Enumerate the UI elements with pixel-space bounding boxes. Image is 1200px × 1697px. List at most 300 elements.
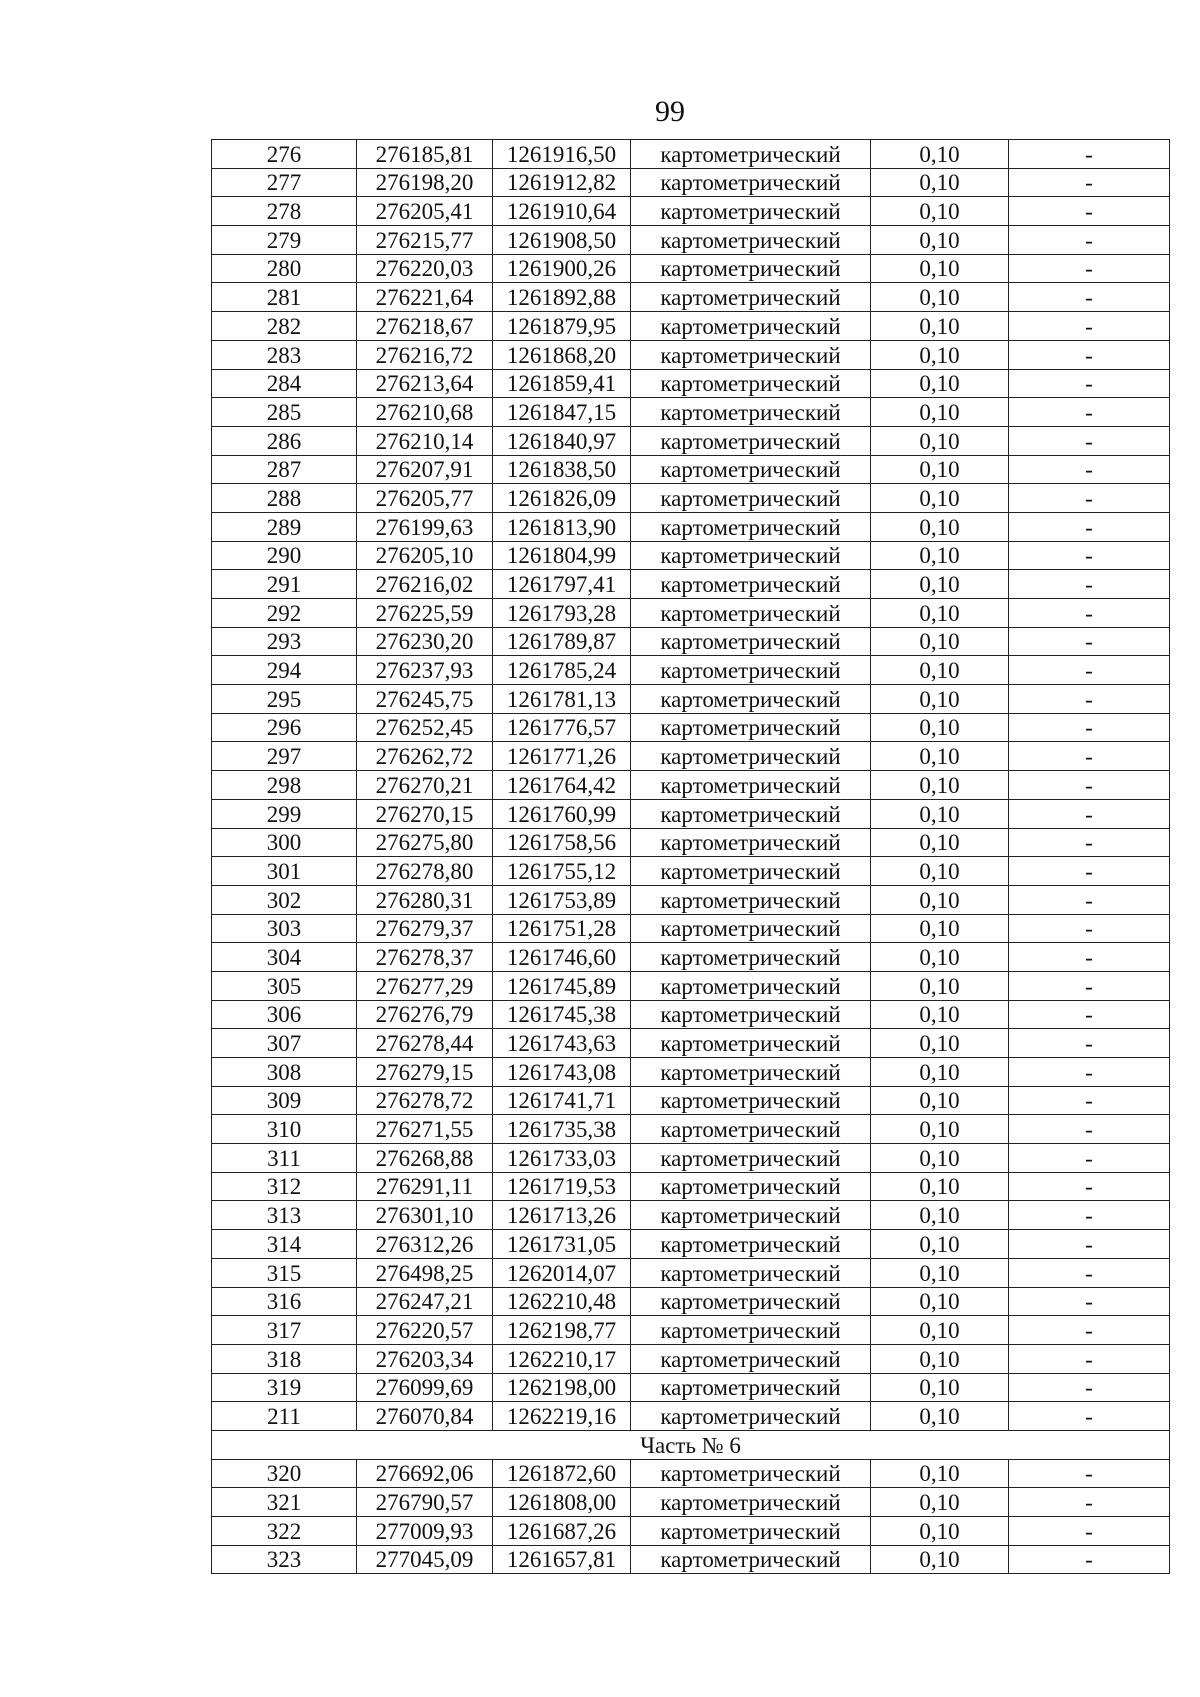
- method-cell: картометрический: [631, 1402, 871, 1431]
- table-row: [212, 197, 1170, 226]
- coordinates-table-body-part-5: [212, 140, 1170, 1431]
- method-cell: картометрический: [631, 914, 871, 943]
- note-cell: -: [1009, 914, 1170, 943]
- note-cell: -: [1009, 1488, 1170, 1517]
- note-cell: -: [1009, 799, 1170, 828]
- note-cell: -: [1009, 1459, 1170, 1488]
- accuracy-cell: 0,10: [871, 226, 1009, 255]
- x-coordinate-cell: 276198,20: [357, 168, 493, 197]
- x-coordinate-cell: 276790,57: [357, 1488, 493, 1517]
- y-coordinate-cell: 1261719,53: [493, 1172, 631, 1201]
- accuracy-cell: 0,10: [871, 283, 1009, 312]
- table-row: [212, 1144, 1170, 1173]
- note-cell: -: [1009, 1144, 1170, 1173]
- point-number-cell: 308: [212, 1058, 357, 1087]
- point-number-cell: 317: [212, 1316, 357, 1345]
- x-coordinate-cell: 276279,15: [357, 1058, 493, 1087]
- x-coordinate-cell: 276245,75: [357, 685, 493, 714]
- note-cell: -: [1009, 1115, 1170, 1144]
- point-number-cell: 315: [212, 1258, 357, 1287]
- note-cell: -: [1009, 340, 1170, 369]
- y-coordinate-cell: 1262198,00: [493, 1373, 631, 1402]
- table-row: [212, 828, 1170, 857]
- y-coordinate-cell: 1262219,16: [493, 1402, 631, 1431]
- x-coordinate-cell: 276279,37: [357, 914, 493, 943]
- table-row: [212, 369, 1170, 398]
- table-row: [212, 1230, 1170, 1259]
- x-coordinate-cell: 276185,81: [357, 140, 493, 169]
- accuracy-cell: 0,10: [871, 140, 1009, 169]
- note-cell: -: [1009, 570, 1170, 599]
- x-coordinate-cell: 276099,69: [357, 1373, 493, 1402]
- method-cell: картометрический: [631, 1258, 871, 1287]
- point-number-cell: 284: [212, 369, 357, 398]
- table-row: [212, 1545, 1170, 1574]
- y-coordinate-cell: 1261741,71: [493, 1086, 631, 1115]
- method-cell: картометрический: [631, 742, 871, 771]
- note-cell: -: [1009, 1258, 1170, 1287]
- y-coordinate-cell: 1262014,07: [493, 1258, 631, 1287]
- point-number-cell: 314: [212, 1230, 357, 1259]
- x-coordinate-cell: 277009,93: [357, 1517, 493, 1546]
- method-cell: картометрический: [631, 484, 871, 513]
- note-cell: -: [1009, 1172, 1170, 1201]
- point-number-cell: 287: [212, 455, 357, 484]
- y-coordinate-cell: 1261746,60: [493, 943, 631, 972]
- table-row: [212, 426, 1170, 455]
- method-cell: картометрический: [631, 1115, 871, 1144]
- method-cell: картометрический: [631, 799, 871, 828]
- method-cell: картометрический: [631, 570, 871, 599]
- point-number-cell: 278: [212, 197, 357, 226]
- note-cell: -: [1009, 1029, 1170, 1058]
- x-coordinate-cell: 276278,80: [357, 857, 493, 886]
- point-number-cell: 280: [212, 254, 357, 283]
- point-number-cell: 296: [212, 713, 357, 742]
- method-cell: картометрический: [631, 1230, 871, 1259]
- note-cell: -: [1009, 1373, 1170, 1402]
- accuracy-cell: 0,10: [871, 1316, 1009, 1345]
- accuracy-cell: 0,10: [871, 1258, 1009, 1287]
- table-row: [212, 971, 1170, 1000]
- point-number-cell: 286: [212, 426, 357, 455]
- method-cell: картометрический: [631, 197, 871, 226]
- y-coordinate-cell: 1261755,12: [493, 857, 631, 886]
- note-cell: -: [1009, 140, 1170, 169]
- y-coordinate-cell: 1261900,26: [493, 254, 631, 283]
- method-cell: картометрический: [631, 254, 871, 283]
- accuracy-cell: 0,10: [871, 1459, 1009, 1488]
- point-number-cell: 320: [212, 1459, 357, 1488]
- accuracy-cell: 0,10: [871, 1517, 1009, 1546]
- point-number-cell: 301: [212, 857, 357, 886]
- accuracy-cell: 0,10: [871, 857, 1009, 886]
- x-coordinate-cell: 276205,41: [357, 197, 493, 226]
- x-coordinate-cell: 276312,26: [357, 1230, 493, 1259]
- y-coordinate-cell: 1261758,56: [493, 828, 631, 857]
- table-row: [212, 340, 1170, 369]
- method-cell: картометрический: [631, 1488, 871, 1517]
- note-cell: -: [1009, 369, 1170, 398]
- table-row: [212, 398, 1170, 427]
- accuracy-cell: 0,10: [871, 1058, 1009, 1087]
- x-coordinate-cell: 276278,72: [357, 1086, 493, 1115]
- y-coordinate-cell: 1261910,64: [493, 197, 631, 226]
- point-number-cell: 295: [212, 685, 357, 714]
- x-coordinate-cell: 276271,55: [357, 1115, 493, 1144]
- point-number-cell: 311: [212, 1144, 357, 1173]
- point-number-cell: 318: [212, 1344, 357, 1373]
- table-row: [212, 771, 1170, 800]
- accuracy-cell: 0,10: [871, 1144, 1009, 1173]
- table-row: [212, 570, 1170, 599]
- method-cell: картометрический: [631, 1517, 871, 1546]
- accuracy-cell: 0,10: [871, 541, 1009, 570]
- y-coordinate-cell: 1261785,24: [493, 656, 631, 685]
- x-coordinate-cell: 277045,09: [357, 1545, 493, 1574]
- y-coordinate-cell: 1261912,82: [493, 168, 631, 197]
- x-coordinate-cell: 276252,45: [357, 713, 493, 742]
- y-coordinate-cell: 1261892,88: [493, 283, 631, 312]
- note-cell: -: [1009, 398, 1170, 427]
- x-coordinate-cell: 276262,72: [357, 742, 493, 771]
- y-coordinate-cell: 1261776,57: [493, 713, 631, 742]
- note-cell: -: [1009, 857, 1170, 886]
- y-coordinate-cell: 1261840,97: [493, 426, 631, 455]
- point-number-cell: 309: [212, 1086, 357, 1115]
- table-row: [212, 541, 1170, 570]
- point-number-cell: 300: [212, 828, 357, 857]
- accuracy-cell: 0,10: [871, 512, 1009, 541]
- y-coordinate-cell: 1261760,99: [493, 799, 631, 828]
- note-cell: -: [1009, 1086, 1170, 1115]
- y-coordinate-cell: 1262198,77: [493, 1316, 631, 1345]
- y-coordinate-cell: 1261743,08: [493, 1058, 631, 1087]
- table-row: [212, 455, 1170, 484]
- y-coordinate-cell: 1261879,95: [493, 312, 631, 341]
- y-coordinate-cell: 1261808,00: [493, 1488, 631, 1517]
- note-cell: -: [1009, 1230, 1170, 1259]
- table-row: [212, 1172, 1170, 1201]
- note-cell: -: [1009, 599, 1170, 628]
- x-coordinate-cell: 276275,80: [357, 828, 493, 857]
- accuracy-cell: 0,10: [871, 771, 1009, 800]
- y-coordinate-cell: 1261872,60: [493, 1459, 631, 1488]
- point-number-cell: 290: [212, 541, 357, 570]
- method-cell: картометрический: [631, 1058, 871, 1087]
- method-cell: картометрический: [631, 713, 871, 742]
- y-coordinate-cell: 1261847,15: [493, 398, 631, 427]
- table-row: [212, 742, 1170, 771]
- point-number-cell: 276: [212, 140, 357, 169]
- point-number-cell: 312: [212, 1172, 357, 1201]
- y-coordinate-cell: 1261657,81: [493, 1545, 631, 1574]
- table-row: [212, 168, 1170, 197]
- y-coordinate-cell: 1261916,50: [493, 140, 631, 169]
- y-coordinate-cell: 1261751,28: [493, 914, 631, 943]
- x-coordinate-cell: 276207,91: [357, 455, 493, 484]
- y-coordinate-cell: 1262210,17: [493, 1344, 631, 1373]
- method-cell: картометрический: [631, 369, 871, 398]
- coordinates-table: [211, 139, 1170, 1574]
- point-number-cell: 292: [212, 599, 357, 628]
- method-cell: картометрический: [631, 1029, 871, 1058]
- accuracy-cell: 0,10: [871, 1230, 1009, 1259]
- method-cell: картометрический: [631, 685, 871, 714]
- note-cell: -: [1009, 197, 1170, 226]
- table-row: [212, 1517, 1170, 1546]
- y-coordinate-cell: 1261735,38: [493, 1115, 631, 1144]
- point-number-cell: 294: [212, 656, 357, 685]
- note-cell: -: [1009, 254, 1170, 283]
- y-coordinate-cell: 1261859,41: [493, 369, 631, 398]
- note-cell: -: [1009, 885, 1170, 914]
- method-cell: картометрический: [631, 627, 871, 656]
- point-number-cell: 279: [212, 226, 357, 255]
- x-coordinate-cell: 276203,34: [357, 1344, 493, 1373]
- note-cell: -: [1009, 541, 1170, 570]
- y-coordinate-cell: 1261826,09: [493, 484, 631, 513]
- point-number-cell: 307: [212, 1029, 357, 1058]
- method-cell: картометрический: [631, 226, 871, 255]
- method-cell: картометрический: [631, 168, 871, 197]
- accuracy-cell: 0,10: [871, 369, 1009, 398]
- x-coordinate-cell: 276276,79: [357, 1000, 493, 1029]
- note-cell: -: [1009, 426, 1170, 455]
- x-coordinate-cell: 276218,67: [357, 312, 493, 341]
- table-row: [212, 885, 1170, 914]
- accuracy-cell: 0,10: [871, 484, 1009, 513]
- note-cell: -: [1009, 943, 1170, 972]
- note-cell: -: [1009, 512, 1170, 541]
- y-coordinate-cell: 1261771,26: [493, 742, 631, 771]
- table-row: [212, 1258, 1170, 1287]
- method-cell: картометрический: [631, 541, 871, 570]
- y-coordinate-cell: 1261745,89: [493, 971, 631, 1000]
- x-coordinate-cell: 276301,10: [357, 1201, 493, 1230]
- page-number: 99: [655, 95, 685, 128]
- table-row: [212, 943, 1170, 972]
- x-coordinate-cell: 276210,68: [357, 398, 493, 427]
- method-cell: картометрический: [631, 283, 871, 312]
- y-coordinate-cell: 1261743,63: [493, 1029, 631, 1058]
- table-row: [212, 799, 1170, 828]
- note-cell: -: [1009, 1402, 1170, 1431]
- table-row: [212, 1201, 1170, 1230]
- method-cell: картометрический: [631, 656, 871, 685]
- y-coordinate-cell: 1261745,38: [493, 1000, 631, 1029]
- note-cell: -: [1009, 971, 1170, 1000]
- table-row: [212, 1029, 1170, 1058]
- table-row: [212, 1086, 1170, 1115]
- accuracy-cell: 0,10: [871, 599, 1009, 628]
- x-coordinate-cell: 276205,10: [357, 541, 493, 570]
- method-cell: картометрический: [631, 398, 871, 427]
- x-coordinate-cell: 276216,02: [357, 570, 493, 599]
- table-row: [212, 283, 1170, 312]
- note-cell: -: [1009, 283, 1170, 312]
- table-row: [212, 1488, 1170, 1517]
- y-coordinate-cell: 1261908,50: [493, 226, 631, 255]
- section-divider: [212, 1430, 1170, 1459]
- note-cell: -: [1009, 656, 1170, 685]
- table-row: [212, 1344, 1170, 1373]
- x-coordinate-cell: 276278,44: [357, 1029, 493, 1058]
- accuracy-cell: 0,10: [871, 627, 1009, 656]
- note-cell: -: [1009, 771, 1170, 800]
- method-cell: картометрический: [631, 943, 871, 972]
- note-cell: -: [1009, 168, 1170, 197]
- accuracy-cell: 0,10: [871, 254, 1009, 283]
- accuracy-cell: 0,10: [871, 1000, 1009, 1029]
- x-coordinate-cell: 276278,37: [357, 943, 493, 972]
- point-number-cell: 303: [212, 914, 357, 943]
- point-number-cell: 316: [212, 1287, 357, 1316]
- point-number-cell: 211: [212, 1402, 357, 1431]
- x-coordinate-cell: 276213,64: [357, 369, 493, 398]
- method-cell: картометрический: [631, 140, 871, 169]
- note-cell: -: [1009, 1517, 1170, 1546]
- point-number-cell: 281: [212, 283, 357, 312]
- x-coordinate-cell: 276210,14: [357, 426, 493, 455]
- point-number-cell: 306: [212, 1000, 357, 1029]
- accuracy-cell: 0,10: [871, 570, 1009, 599]
- table-row: [212, 1402, 1170, 1431]
- method-cell: картометрический: [631, 1344, 871, 1373]
- x-coordinate-cell: 276215,77: [357, 226, 493, 255]
- x-coordinate-cell: 276692,06: [357, 1459, 493, 1488]
- accuracy-cell: 0,10: [871, 1488, 1009, 1517]
- y-coordinate-cell: 1261838,50: [493, 455, 631, 484]
- method-cell: картометрический: [631, 971, 871, 1000]
- accuracy-cell: 0,10: [871, 685, 1009, 714]
- accuracy-cell: 0,10: [871, 943, 1009, 972]
- method-cell: картометрический: [631, 1172, 871, 1201]
- accuracy-cell: 0,10: [871, 1287, 1009, 1316]
- method-cell: картометрический: [631, 1000, 871, 1029]
- table-row: [212, 512, 1170, 541]
- accuracy-cell: 0,10: [871, 1373, 1009, 1402]
- method-cell: картометрический: [631, 1459, 871, 1488]
- y-coordinate-cell: 1261764,42: [493, 771, 631, 800]
- x-coordinate-cell: 276270,15: [357, 799, 493, 828]
- point-number-cell: 298: [212, 771, 357, 800]
- point-number-cell: 288: [212, 484, 357, 513]
- table-row: [212, 857, 1170, 886]
- note-cell: -: [1009, 1201, 1170, 1230]
- table-row: [212, 914, 1170, 943]
- point-number-cell: 297: [212, 742, 357, 771]
- table-row: [212, 484, 1170, 513]
- table-row: [212, 1287, 1170, 1316]
- method-cell: картометрический: [631, 1144, 871, 1173]
- accuracy-cell: 0,10: [871, 1545, 1009, 1574]
- note-cell: -: [1009, 1058, 1170, 1087]
- table-row: [212, 254, 1170, 283]
- note-cell: -: [1009, 742, 1170, 771]
- y-coordinate-cell: 1261789,87: [493, 627, 631, 656]
- note-cell: -: [1009, 685, 1170, 714]
- y-coordinate-cell: 1261733,03: [493, 1144, 631, 1173]
- point-number-cell: 277: [212, 168, 357, 197]
- note-cell: -: [1009, 1316, 1170, 1345]
- accuracy-cell: 0,10: [871, 1201, 1009, 1230]
- note-cell: -: [1009, 455, 1170, 484]
- accuracy-cell: 0,10: [871, 398, 1009, 427]
- x-coordinate-cell: 276268,88: [357, 1144, 493, 1173]
- note-cell: -: [1009, 1287, 1170, 1316]
- x-coordinate-cell: 276498,25: [357, 1258, 493, 1287]
- method-cell: картометрический: [631, 1201, 871, 1230]
- x-coordinate-cell: 276291,11: [357, 1172, 493, 1201]
- point-number-cell: 323: [212, 1545, 357, 1574]
- point-number-cell: 304: [212, 943, 357, 972]
- accuracy-cell: 0,10: [871, 1115, 1009, 1144]
- x-coordinate-cell: 276280,31: [357, 885, 493, 914]
- accuracy-cell: 0,10: [871, 1086, 1009, 1115]
- note-cell: -: [1009, 1000, 1170, 1029]
- x-coordinate-cell: 276220,57: [357, 1316, 493, 1345]
- table-row: [212, 1373, 1170, 1402]
- y-coordinate-cell: 1261793,28: [493, 599, 631, 628]
- method-cell: картометрический: [631, 340, 871, 369]
- table-row: [212, 599, 1170, 628]
- accuracy-cell: 0,10: [871, 197, 1009, 226]
- coordinates-table-body-part-6: [212, 1459, 1170, 1574]
- note-cell: -: [1009, 312, 1170, 341]
- table-row: [212, 1000, 1170, 1029]
- table-row: [212, 627, 1170, 656]
- y-coordinate-cell: 1261804,99: [493, 541, 631, 570]
- x-coordinate-cell: 276205,77: [357, 484, 493, 513]
- accuracy-cell: 0,10: [871, 885, 1009, 914]
- table-row: [212, 713, 1170, 742]
- y-coordinate-cell: 1261731,05: [493, 1230, 631, 1259]
- method-cell: картометрический: [631, 1287, 871, 1316]
- y-coordinate-cell: 1261813,90: [493, 512, 631, 541]
- method-cell: картометрический: [631, 512, 871, 541]
- method-cell: картометрический: [631, 1373, 871, 1402]
- table-row: [212, 312, 1170, 341]
- note-cell: -: [1009, 484, 1170, 513]
- accuracy-cell: 0,10: [871, 828, 1009, 857]
- table-row: [212, 685, 1170, 714]
- note-cell: -: [1009, 713, 1170, 742]
- accuracy-cell: 0,10: [871, 340, 1009, 369]
- table-row: [212, 1459, 1170, 1488]
- accuracy-cell: 0,10: [871, 426, 1009, 455]
- y-coordinate-cell: 1261753,89: [493, 885, 631, 914]
- method-cell: картометрический: [631, 1545, 871, 1574]
- table-row: [212, 1316, 1170, 1345]
- method-cell: картометрический: [631, 857, 871, 886]
- point-number-cell: 302: [212, 885, 357, 914]
- point-number-cell: 299: [212, 799, 357, 828]
- accuracy-cell: 0,10: [871, 742, 1009, 771]
- note-cell: -: [1009, 1344, 1170, 1373]
- point-number-cell: 293: [212, 627, 357, 656]
- x-coordinate-cell: 276220,03: [357, 254, 493, 283]
- table-row: [212, 226, 1170, 255]
- x-coordinate-cell: 276216,72: [357, 340, 493, 369]
- point-number-cell: 282: [212, 312, 357, 341]
- point-number-cell: 319: [212, 1373, 357, 1402]
- table-row: [212, 1115, 1170, 1144]
- accuracy-cell: 0,10: [871, 799, 1009, 828]
- note-cell: -: [1009, 1545, 1170, 1574]
- section-title: Часть № 6: [212, 1430, 1170, 1459]
- method-cell: картометрический: [631, 312, 871, 341]
